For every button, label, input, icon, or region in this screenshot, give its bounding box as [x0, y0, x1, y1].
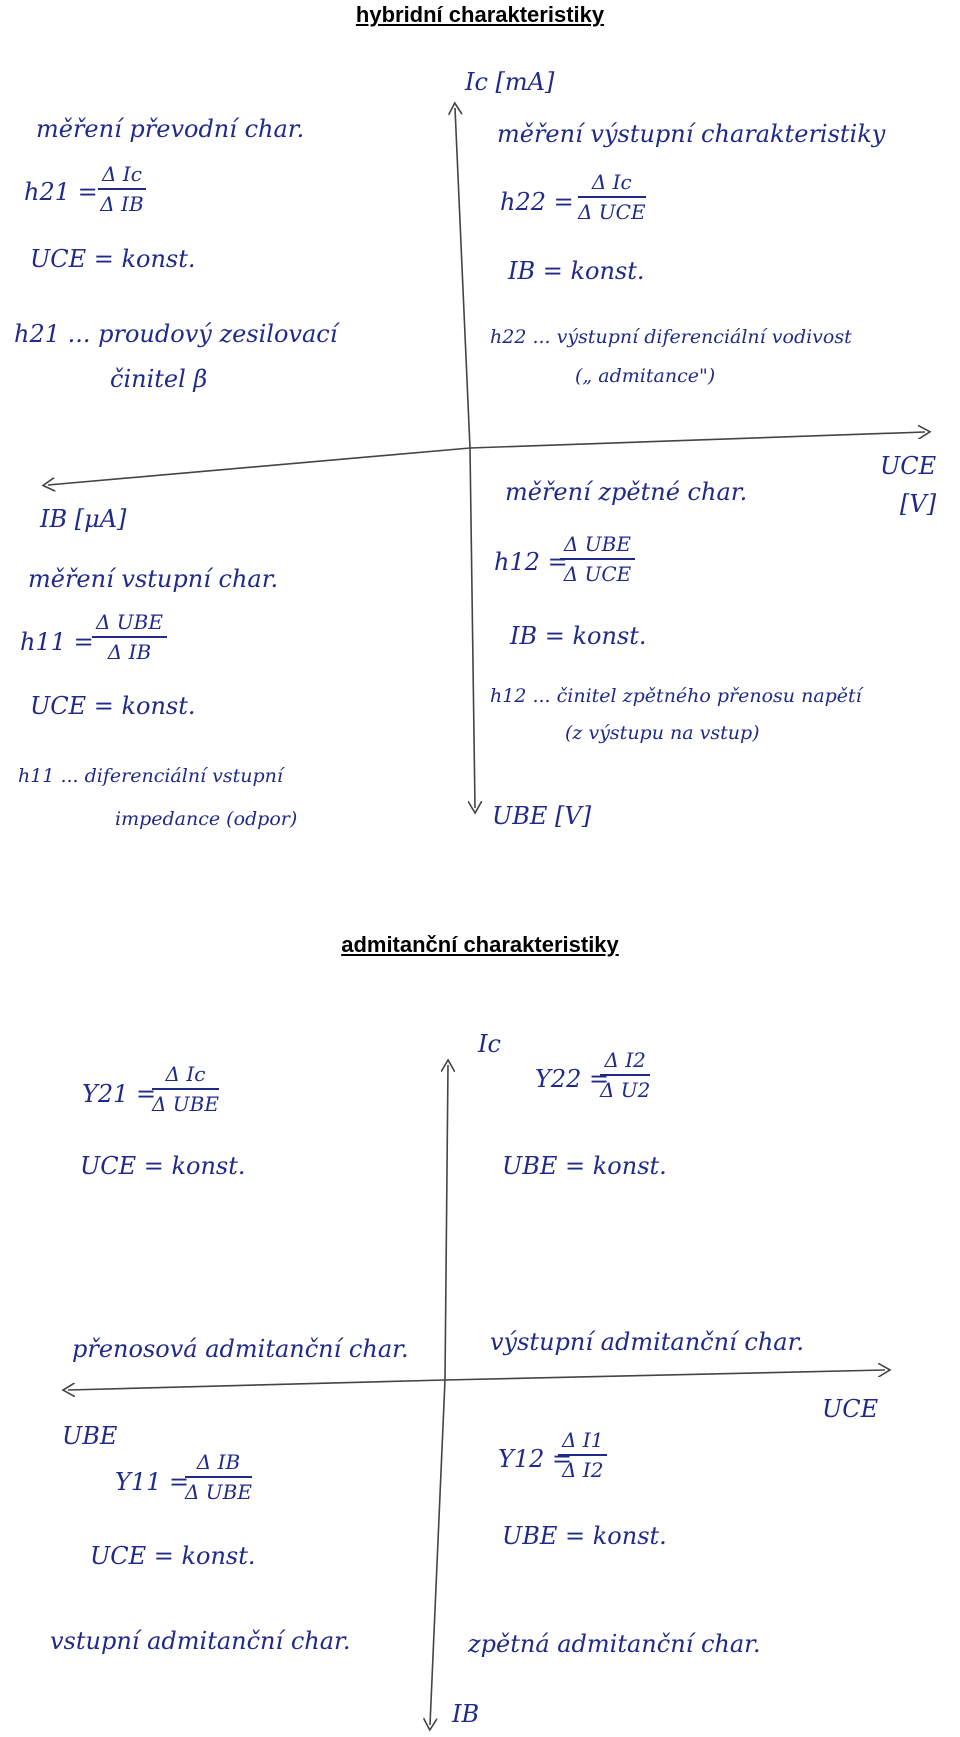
y21-lhs: Y21 = [82, 1080, 157, 1108]
hybrid-horizontal-axis-right [470, 432, 925, 448]
y11-fraction [185, 1450, 252, 1504]
h12-lhs: h12 = [494, 548, 568, 576]
h12-fraction [560, 532, 635, 586]
h22-numerator: Δ Ic [578, 170, 646, 198]
y22-fraction [600, 1048, 650, 1102]
h22-condition: IB = konst. [508, 257, 645, 285]
h21-condition: UCE = konst. [30, 245, 196, 273]
y11-lhs: Y11 = [115, 1468, 190, 1496]
h12-heading: měření zpětné char. [505, 478, 748, 506]
y22-lhs: Y22 = [535, 1065, 610, 1093]
h11-desc-line1: h11 ... diferenciální vstupní [18, 765, 283, 787]
hybrid-ic-axis-label: Ic [mA] [465, 68, 555, 96]
y22-label: výstupní admitanční char. [490, 1328, 805, 1356]
hybrid-horizontal-axis-left [48, 448, 470, 485]
h11-condition: UCE = konst. [30, 692, 196, 720]
h11-lhs: h11 = [20, 628, 94, 656]
y22-denominator: Δ U2 [600, 1078, 651, 1102]
h11-fraction [92, 610, 167, 664]
y21-fraction [152, 1062, 219, 1116]
h12-numerator: Δ UBE [560, 532, 635, 560]
hybrid-uce-unit-label: [V] [900, 490, 937, 518]
h22-heading: měření výstupní charakteristiky [497, 120, 886, 148]
y12-label: zpětná admitanční char. [468, 1630, 761, 1658]
y12-fraction [558, 1428, 607, 1482]
h21-fraction [98, 162, 146, 216]
h22-lhs: h22 = [500, 188, 574, 216]
adm-ic-axis-label: Ic [478, 1030, 501, 1058]
adm-horizontal-axis-right [445, 1370, 885, 1380]
h22-desc-line2: („ admitance") [575, 365, 716, 387]
hybrid-title: hybridní charakteristiky [355, 2, 605, 27]
h22-fraction [578, 170, 646, 224]
h11-numerator: Δ UBE [92, 610, 167, 638]
y11-numerator: Δ IB [185, 1450, 252, 1478]
adm-uce-axis-label: UCE [822, 1395, 879, 1423]
y11-label: vstupní admitanční char. [50, 1627, 351, 1655]
y22-condition: UBE = konst. [502, 1152, 667, 1180]
hybrid-vertical-axis-up [455, 108, 470, 448]
h12-denominator: Δ UCE [563, 562, 632, 586]
y11-denominator: Δ UBE [185, 1480, 252, 1504]
y11-condition: UCE = konst. [90, 1542, 256, 1570]
hybrid-uce-axis-label: UCE [880, 452, 937, 480]
adm-ube-axis-label: UBE [62, 1422, 118, 1450]
y21-condition: UCE = konst. [80, 1152, 246, 1180]
adm-vertical-axis-down [430, 1380, 445, 1725]
h22-denominator: Δ UCE [578, 200, 646, 224]
y12-numerator: Δ I1 [558, 1428, 607, 1456]
h22-desc-line1: h22 ... výstupní diferenciální vodivost [490, 326, 852, 348]
h12-condition: IB = konst. [510, 622, 647, 650]
y21-denominator: Δ UBE [152, 1092, 219, 1116]
hybrid-ib-axis-label: IB [μA] [40, 505, 127, 533]
admittance-title: admitanční charakteristiky [341, 932, 619, 957]
y21-numerator: Δ Ic [152, 1062, 219, 1090]
adm-vertical-axis-up [445, 1065, 448, 1380]
h12-desc-line2: (z výstupu na vstup) [565, 722, 760, 744]
h21-numerator: Δ Ic [98, 162, 146, 190]
adm-horizontal-axis-left [68, 1380, 445, 1390]
h21-denominator: Δ IB [100, 192, 144, 216]
h21-desc-line2: činitel β [110, 365, 208, 393]
y12-lhs: Y12 = [498, 1445, 573, 1473]
y12-denominator: Δ I2 [562, 1458, 604, 1482]
adm-ib-axis-label: IB [452, 1700, 480, 1728]
y21-label: přenosová admitanční char. [72, 1335, 409, 1363]
h11-heading: měření vstupní char. [28, 565, 279, 593]
y22-numerator: Δ I2 [600, 1048, 650, 1076]
h12-desc-line1: h12 ... činitel zpětného přenosu napětí [490, 685, 862, 707]
y12-condition: UBE = konst. [502, 1522, 667, 1550]
h11-denominator: Δ IB [107, 640, 152, 664]
h21-desc-line1: h21 ... proudový zesilovací [14, 320, 338, 348]
h21-heading: měření převodní char. [36, 115, 305, 143]
h11-desc-line2: impedance (odpor) [115, 808, 298, 830]
h21-lhs: h21 = [24, 178, 98, 206]
hybrid-ube-axis-label: UBE [V] [492, 802, 592, 830]
hybrid-vertical-axis-down [470, 448, 475, 808]
